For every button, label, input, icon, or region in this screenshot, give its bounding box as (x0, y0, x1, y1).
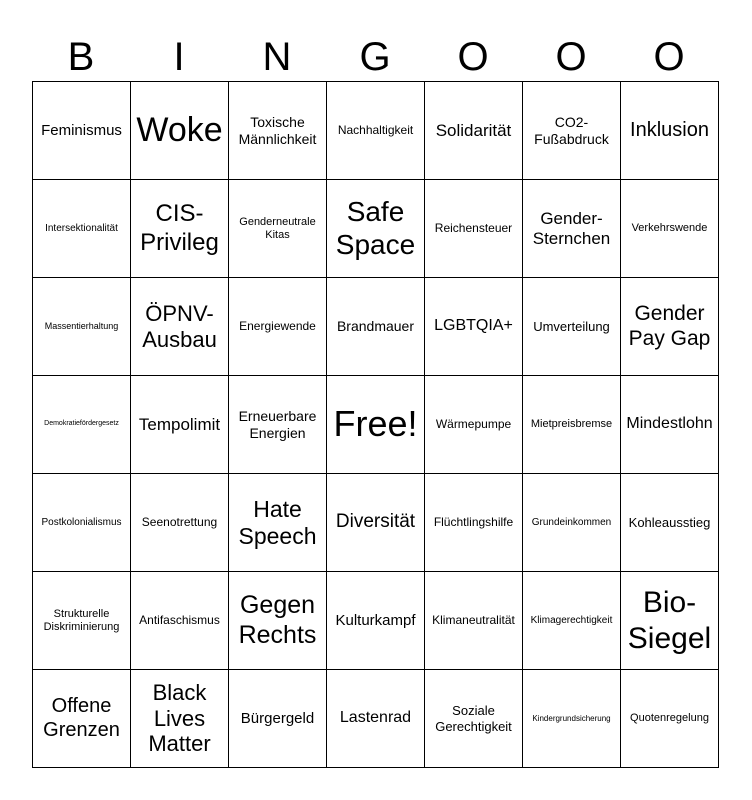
bingo-cell[interactable] (621, 82, 719, 180)
bingo-cell[interactable] (327, 278, 425, 376)
bingo-cell[interactable] (131, 278, 229, 376)
header-letter-o-1: O (457, 35, 489, 79)
bingo-cell-label: Mietpreisbremse (530, 418, 613, 431)
bingo-cell-label: Feminismus (41, 121, 122, 139)
bingo-cell-label: Bürgergeld (240, 709, 315, 727)
bingo-cell[interactable] (131, 82, 229, 180)
bingo-cell-label: Tempolimit (138, 414, 221, 434)
bingo-cell[interactable] (131, 670, 229, 768)
bingo-header (32, 32, 718, 82)
bingo-cell[interactable] (523, 670, 621, 768)
bingo-cell-label: Erneuerbare Energien (238, 408, 317, 441)
bingo-cell[interactable] (229, 82, 327, 180)
bingo-cell[interactable] (425, 376, 523, 474)
bingo-cell-label: Free! (333, 403, 418, 445)
bingo-cell[interactable] (327, 474, 425, 572)
bingo-cell[interactable] (621, 180, 719, 278)
bingo-cell-label: Diversität (335, 511, 416, 533)
bingo-cell-label: Gender-Sternchen (532, 208, 611, 248)
bingo-cell-label: Inklusion (630, 118, 709, 141)
bingo-cell-label: Offene Grenzen (43, 695, 120, 741)
bingo-cell-label: Kulturkampf (335, 611, 416, 629)
header-letter-o-3: O (653, 35, 685, 79)
bingo-cell[interactable] (523, 82, 621, 180)
bingo-cell-label: Genderneutrale Kitas (239, 215, 316, 241)
bingo-cell[interactable] (229, 278, 327, 376)
bingo-cell-label: Klimaneutralität (432, 613, 515, 628)
bingo-cell-label: Klimagerechtigkeit (530, 614, 613, 626)
bingo-cell-label: Hate Speech (238, 495, 317, 549)
bingo-cell-label: Safe Space (335, 195, 416, 260)
bingo-cell-label: Black Lives Matter (148, 679, 211, 757)
bingo-cell[interactable] (425, 82, 523, 180)
bingo-cell[interactable] (33, 474, 131, 572)
bingo-cell-label: Mindestlohn (626, 415, 713, 433)
bingo-cell[interactable] (621, 572, 719, 670)
bingo-cell-label: Kindergrundsicherung (532, 713, 611, 723)
bingo-cell-label: Toxische Männlichkeit (238, 114, 317, 147)
bingo-cell-label: Massentierhaltung (44, 321, 119, 332)
bingo-cell-label: Antifaschismus (139, 613, 220, 628)
bingo-cell[interactable] (33, 670, 131, 768)
bingo-cell-label: Nachhaltigkeit (337, 123, 414, 138)
bingo-cell-label: Flüchtlingshilfe (433, 515, 514, 530)
bingo-cell-label: Quotenregelung (630, 712, 709, 725)
bingo-cell[interactable] (33, 376, 131, 474)
bingo-cell[interactable] (229, 376, 327, 474)
bingo-cell-label: Lastenrad (339, 709, 412, 727)
bingo-cell-label: Seenotrettung (141, 515, 218, 530)
header-letter-n: N (262, 35, 292, 79)
header-letter-g: G (359, 35, 391, 79)
bingo-cell-label: Brandmauer (336, 318, 415, 335)
bingo-cell-label: Grundeinkommen (531, 516, 612, 528)
bingo-cell-label: Umverteilung (533, 318, 610, 334)
bingo-cell[interactable] (229, 474, 327, 572)
bingo-cell-label: CO2-Fußabdruck (534, 114, 609, 147)
bingo-cell[interactable] (131, 474, 229, 572)
bingo-cell-label: Wärmepumpe (435, 417, 512, 432)
bingo-cell[interactable] (229, 670, 327, 768)
bingo-cell-label: Postkolonialismus (41, 516, 122, 528)
bingo-cell[interactable] (33, 82, 131, 180)
bingo-cell[interactable] (425, 180, 523, 278)
bingo-cell-label: Solidarität (435, 120, 512, 140)
bingo-cell[interactable] (33, 278, 131, 376)
bingo-cell-label: Strukturelle Diskriminierung (43, 607, 120, 633)
bingo-cell[interactable] (523, 180, 621, 278)
bingo-cell[interactable] (621, 278, 719, 376)
bingo-cell[interactable] (33, 572, 131, 670)
bingo-cell-label: Gender Pay Gap (628, 301, 711, 350)
bingo-cell[interactable] (425, 278, 523, 376)
header-letter-b: B (67, 35, 95, 79)
bingo-cell[interactable] (425, 572, 523, 670)
bingo-cell-label: Demokratiefördergesetz (44, 420, 119, 428)
bingo-cell[interactable] (229, 572, 327, 670)
bingo-cell-label: LGBTQIA+ (434, 317, 513, 335)
bingo-cell-label: Bio-Siegel (627, 586, 712, 655)
bingo-cell[interactable] (523, 474, 621, 572)
bingo-cell[interactable] (621, 474, 719, 572)
bingo-cell[interactable] (229, 180, 327, 278)
bingo-cell[interactable] (523, 572, 621, 670)
bingo-cell-label: ÖPNV-Ausbau (142, 300, 217, 352)
bingo-cell[interactable] (327, 82, 425, 180)
bingo-cell-label: Gegen Rechts (238, 591, 317, 649)
bingo-cell[interactable] (131, 180, 229, 278)
bingo-cell-label: Soziale Gerechtigkeit (435, 703, 512, 734)
bingo-cell-label: Kohleausstieg (628, 514, 711, 530)
header-letter-o-2: O (555, 35, 587, 79)
bingo-cell[interactable] (131, 572, 229, 670)
bingo-cell[interactable] (327, 376, 425, 474)
bingo-cell[interactable] (131, 376, 229, 474)
bingo-cell[interactable] (327, 572, 425, 670)
bingo-cell[interactable] (33, 180, 131, 278)
bingo-cell-label: Reichensteuer (434, 221, 513, 236)
bingo-cell[interactable] (523, 376, 621, 474)
bingo-board (32, 81, 719, 768)
bingo-cell[interactable] (327, 180, 425, 278)
bingo-cell[interactable] (425, 670, 523, 768)
bingo-cell-label: CIS-Privileg (140, 200, 219, 256)
bingo-cell[interactable] (425, 474, 523, 572)
header-letter-i: I (173, 35, 185, 79)
bingo-cell-label: Verkehrswende (631, 222, 708, 235)
bingo-cell[interactable] (621, 376, 719, 474)
bingo-cell[interactable] (621, 670, 719, 768)
bingo-cell[interactable] (327, 670, 425, 768)
bingo-cell-label: Woke (136, 110, 223, 149)
bingo-cell[interactable] (523, 278, 621, 376)
bingo-cell-label: Intersektionalität (45, 222, 118, 234)
bingo-cell-label: Energiewende (239, 319, 316, 334)
